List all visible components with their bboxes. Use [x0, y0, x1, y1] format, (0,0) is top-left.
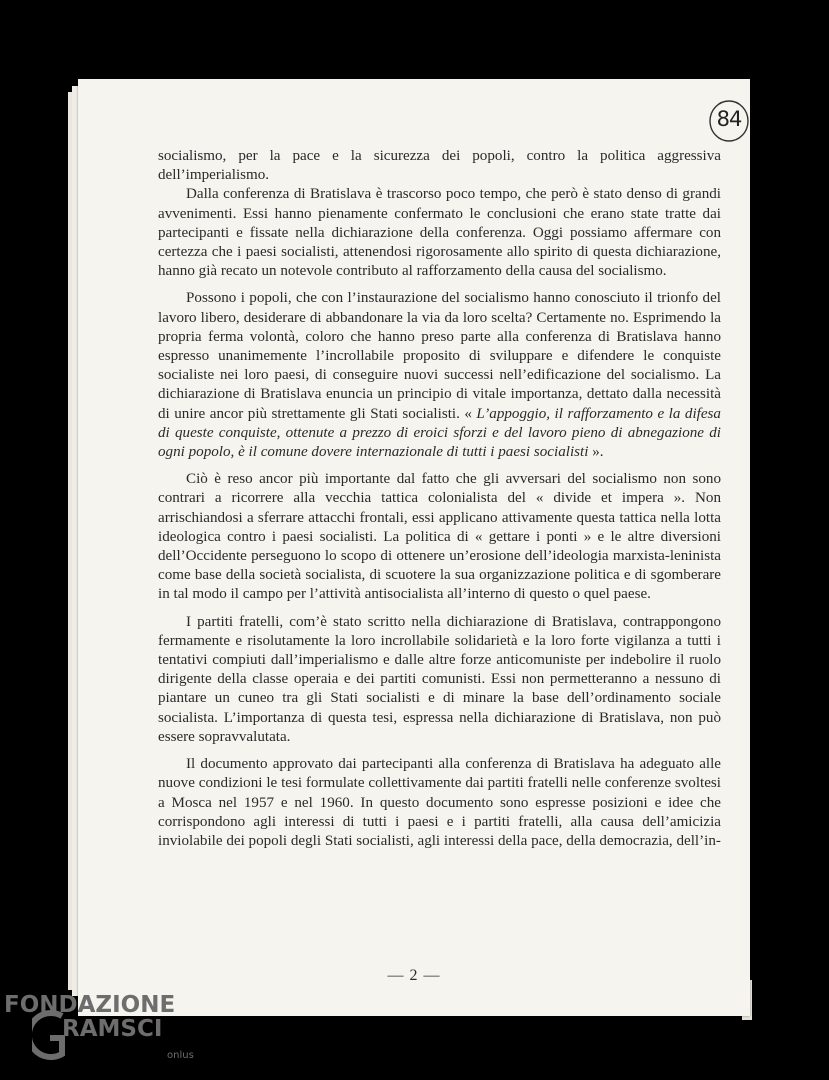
quote-close: ».: [592, 444, 604, 461]
handwritten-page-number: [707, 99, 751, 143]
paragraph-text: Possono i popoli, che con l’instaurazione del socialismo hanno conosciuto il trionfo del lavoro libero, desiderare di abbandonare la via da loro scelta? Certamente no. Esprimendo la propria ferma volontà, coloro che hanno preso parte alla conferenza di Bratislava hanno espresso unanimemente l’incrollabile proposito di sviluppare e difendere le conquiste socialiste nei loro paesi, di conseguire nuovi successi nell’edificazione del socialismo. La dichiarazione di Bratislava enuncia un principio di vitale importanza, dettato dalla necessità di unire ancor più strettamente gli Stati socialisti. «: [158, 290, 721, 422]
handwritten-number-text: 84: [716, 107, 742, 131]
paragraph: I partiti fratelli, com’è stato scritto nella dichiarazione di Bratislava, contrappongono fermamente e risolutamente la loro incrollabile solidarietà e la loro forte vigilanza a tutti i tentativi compiuti dall’imperialismo e dalle altre forze anticomuniste per indebolire il ruolo dirigente della classe operaia e dei partiti comunisti. Essi non permetteranno a nessuno di piantare un cuneo tra gli Stati socialisti e di minare la base dell’ordinamento sociale socialista. L’importanza di questa tesi, espressa nella dichiarazione di Bratislava, non può essere sopravvalutata.: [158, 613, 721, 745]
paragraph: Dalla conferenza di Bratislava è trascorso poco tempo, che però è stato denso di grandi avvenimenti. Essi hanno pienamente confermato le conclusioni che erano state tratte dai partecipanti e fissate nella dichiarazione della conferenza. Oggi possiamo affermare con certezza che i paesi socialisti, attenendosi rigorosamente allo spirito di questa dichiarazione, hanno già recato un notevole contributo al rafforzamento della causa del socialismo.: [158, 186, 721, 280]
body-text: [158, 147, 721, 851]
watermark-suffix: onlus: [167, 1050, 194, 1061]
page-number: — 2 —: [387, 967, 441, 984]
watermark-line1: FONDAZIONE: [4, 992, 176, 1018]
italic-quote: L’appoggio, il rafforzamento e la difesa di queste conquiste, ottenute a prezzo di eroici sforzi e del lavoro pieno di abnegazione di ogni popolo, è il comune dovere internazionale di tutti i paesi socialisti: [158, 405, 721, 461]
paragraph-with-quote: [158, 289, 721, 462]
paragraph: Ciò è reso ancor più importante dal fatto che gli avversari del socialismo non sono contrari a ricorrere alla vecchia tattica colonialista del « divide et impera ». Non arrischiandosi a sferrare attacchi frontali, essi applicano attivamente questa tattica nella lotta ideologica contro i paesi socialisti. La politica di « gettare i ponti » e le altre diversioni dell’Occidente perseguono lo scopo di ottenere un’erosione dell’ideologia marxista-leninista come base della società socialista, di scuotere la sua organizzazione politica e di sgomberare in tal modo il campo per l’attività antisocialista all’interno di questo o quel paese.: [158, 471, 721, 603]
document-page: [78, 79, 750, 1016]
fondazione-gramsci-watermark: [4, 990, 224, 1075]
paragraph-continued: socialismo, per la pace e la sicurezza dei popoli, contro la politica aggressiva dell’imperialismo.: [158, 148, 721, 184]
paragraph: Il documento approvato dai partecipanti alla conferenza di Bratislava ha adeguato alle nuove condizioni le tesi formulate collettivamente dai partiti fratelli nelle conferenze svoltesi a Mosca nel 1957 e nel 1960. In questo documento sono espresse posizioni e idee che corrispondono agli interessi di tutti i paesi e i partiti fratelli, alla causa dell’amicizia inviolabile dei popoli degli Stati socialisti, agli interessi della pace, della democrazia, dell’in-: [158, 756, 721, 849]
watermark-line2: RAMSCI: [62, 1016, 163, 1042]
